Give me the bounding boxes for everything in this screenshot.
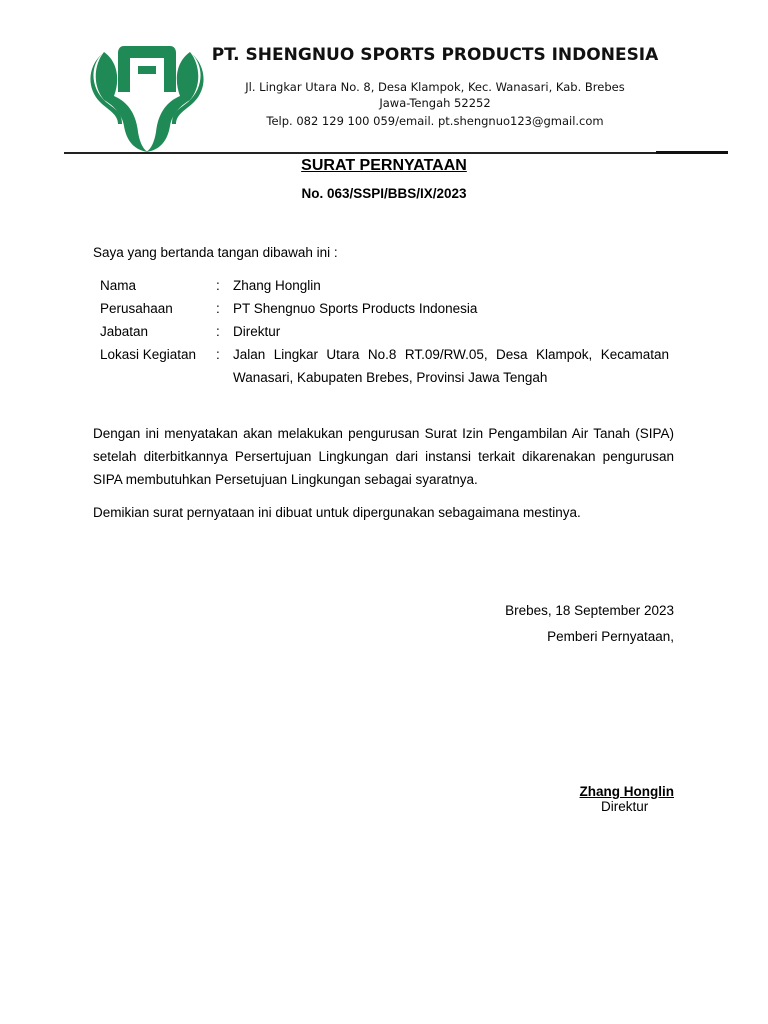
field-colon: : [216, 301, 220, 316]
intro-text: Saya yang bertanda tangan dibawah ini : [93, 245, 338, 260]
field-label-nama: Nama [100, 278, 137, 293]
signatory-position: Direktur [601, 799, 649, 814]
field-label-lokasi: Lokasi Kegiatan [100, 347, 197, 362]
company-contact: Telp. 082 129 100 059/email. pt.shengnuo123@gmail.com [266, 114, 604, 128]
letterhead-divider [64, 152, 728, 154]
letterhead-divider-accent [656, 151, 728, 154]
signatory-name: Zhang Honglin [579, 784, 674, 799]
field-colon: : [216, 278, 220, 293]
field-label-perusahaan: Perusahaan [100, 301, 173, 316]
body-paragraph-2: Demikian surat pernyataan ini dibuat untuk dipergunakan sebagaimana mestinya. [93, 505, 581, 520]
signatory-role-label: Pemberi Pernyataan, [547, 629, 674, 644]
company-address-line2: Jawa-Tengah 52252 [379, 96, 491, 110]
document-title: SURAT PERNYATAAN [301, 157, 467, 174]
field-colon: : [216, 347, 220, 362]
place-date: Brebes, 18 September 2023 [505, 603, 674, 618]
field-value-lokasi: Jalan Lingkar Utara No.8 RT.09/RW.05, Desa Klampok, Kecamatan Wanasari, Kabupaten Brebes, Provinsi Jawa Tengah [233, 347, 669, 385]
body-paragraph-1: Dengan ini menyatakan akan melakukan pengurusan Surat Izin Pengambilan Air Tanah (SIPA) setelah diterbitkannya Persertujuan Lingkungan dari instansi terkait dikarenakan pengurusan SIPA membutuhkan Persetujuan Lingkungan sebagai syaratnya. [93, 426, 674, 487]
field-value-perusahaan: PT Shengnuo Sports Products Indonesia [233, 301, 478, 316]
field-value-jabatan: Direktur [233, 324, 281, 339]
field-label-jabatan: Jabatan [100, 324, 149, 339]
field-colon: : [216, 324, 220, 339]
field-value-nama: Zhang Honglin [233, 278, 321, 293]
document-number: No. 063/SSPI/BBS/IX/2023 [301, 186, 467, 201]
company-logo [88, 40, 206, 154]
company-address-line1: Jl. Lingkar Utara No. 8, Desa Klampok, Kec. Wanasari, Kab. Brebes [245, 80, 625, 94]
company-name: PT. SHENGNUO SPORTS PRODUCTS INDONESIA [211, 45, 659, 65]
